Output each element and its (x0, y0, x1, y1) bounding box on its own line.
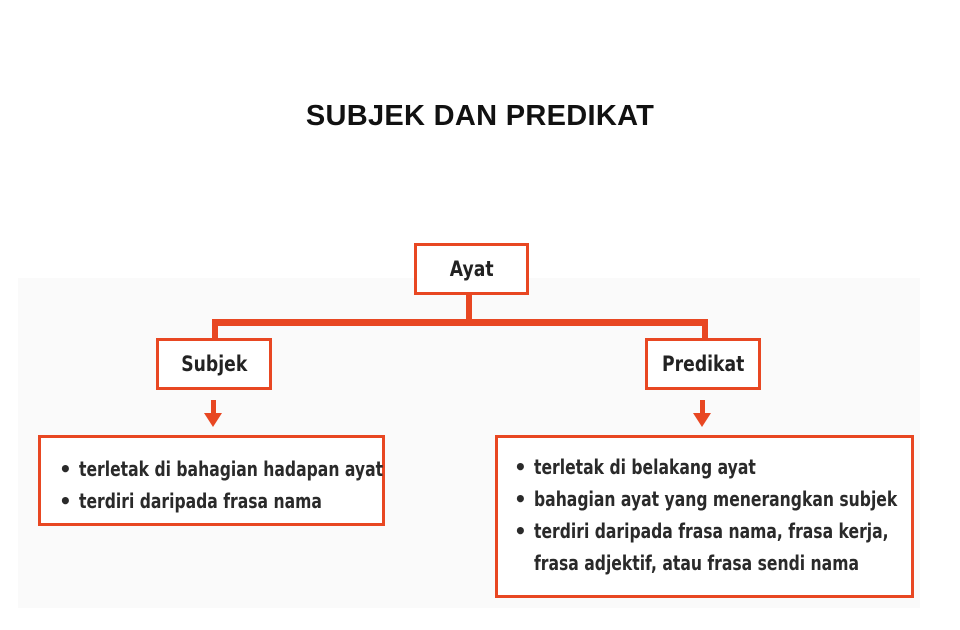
list-item: • terletak di bahagian hadapan ayat (55, 453, 382, 485)
bullet-icon: • (514, 455, 527, 479)
predikat-description-list (510, 451, 911, 579)
predikat-node-label: Predikat (661, 352, 745, 376)
subjek-node (156, 338, 272, 390)
subjek-description-list (55, 453, 382, 517)
list-item: • terletak di belakang ayat (510, 451, 911, 483)
predikat-node (645, 338, 761, 390)
page-title: SUBJEK DAN PREDIKAT (305, 100, 655, 132)
list-item: • terdiri daripada frasa nama, frasa kerja, (510, 515, 911, 547)
predikat-arrow-shaft (700, 400, 705, 414)
subjek-arrow-shaft (211, 400, 216, 414)
list-item: • terdiri daripada frasa nama (55, 485, 382, 517)
list-item: • bahagian ayat yang menerangkan subjek (510, 483, 911, 515)
bullet-icon: • (59, 489, 72, 513)
predikat-arrow-head (693, 413, 711, 427)
bullet-icon: • (59, 457, 72, 481)
bullet-icon: • (514, 487, 527, 511)
root-node-label: Ayat (449, 257, 494, 281)
list-item-continuation: frasa adjektif, atau frasa sendi nama (534, 551, 859, 575)
root-stem-connector (466, 295, 472, 321)
bullet-icon: • (514, 519, 527, 543)
predikat-description-box (495, 435, 914, 598)
subjek-node-label: Subjek (180, 352, 248, 376)
root-node (414, 243, 529, 295)
horizontal-connector (212, 319, 708, 326)
subjek-description-box (38, 435, 385, 526)
subjek-arrow-head (204, 413, 222, 427)
